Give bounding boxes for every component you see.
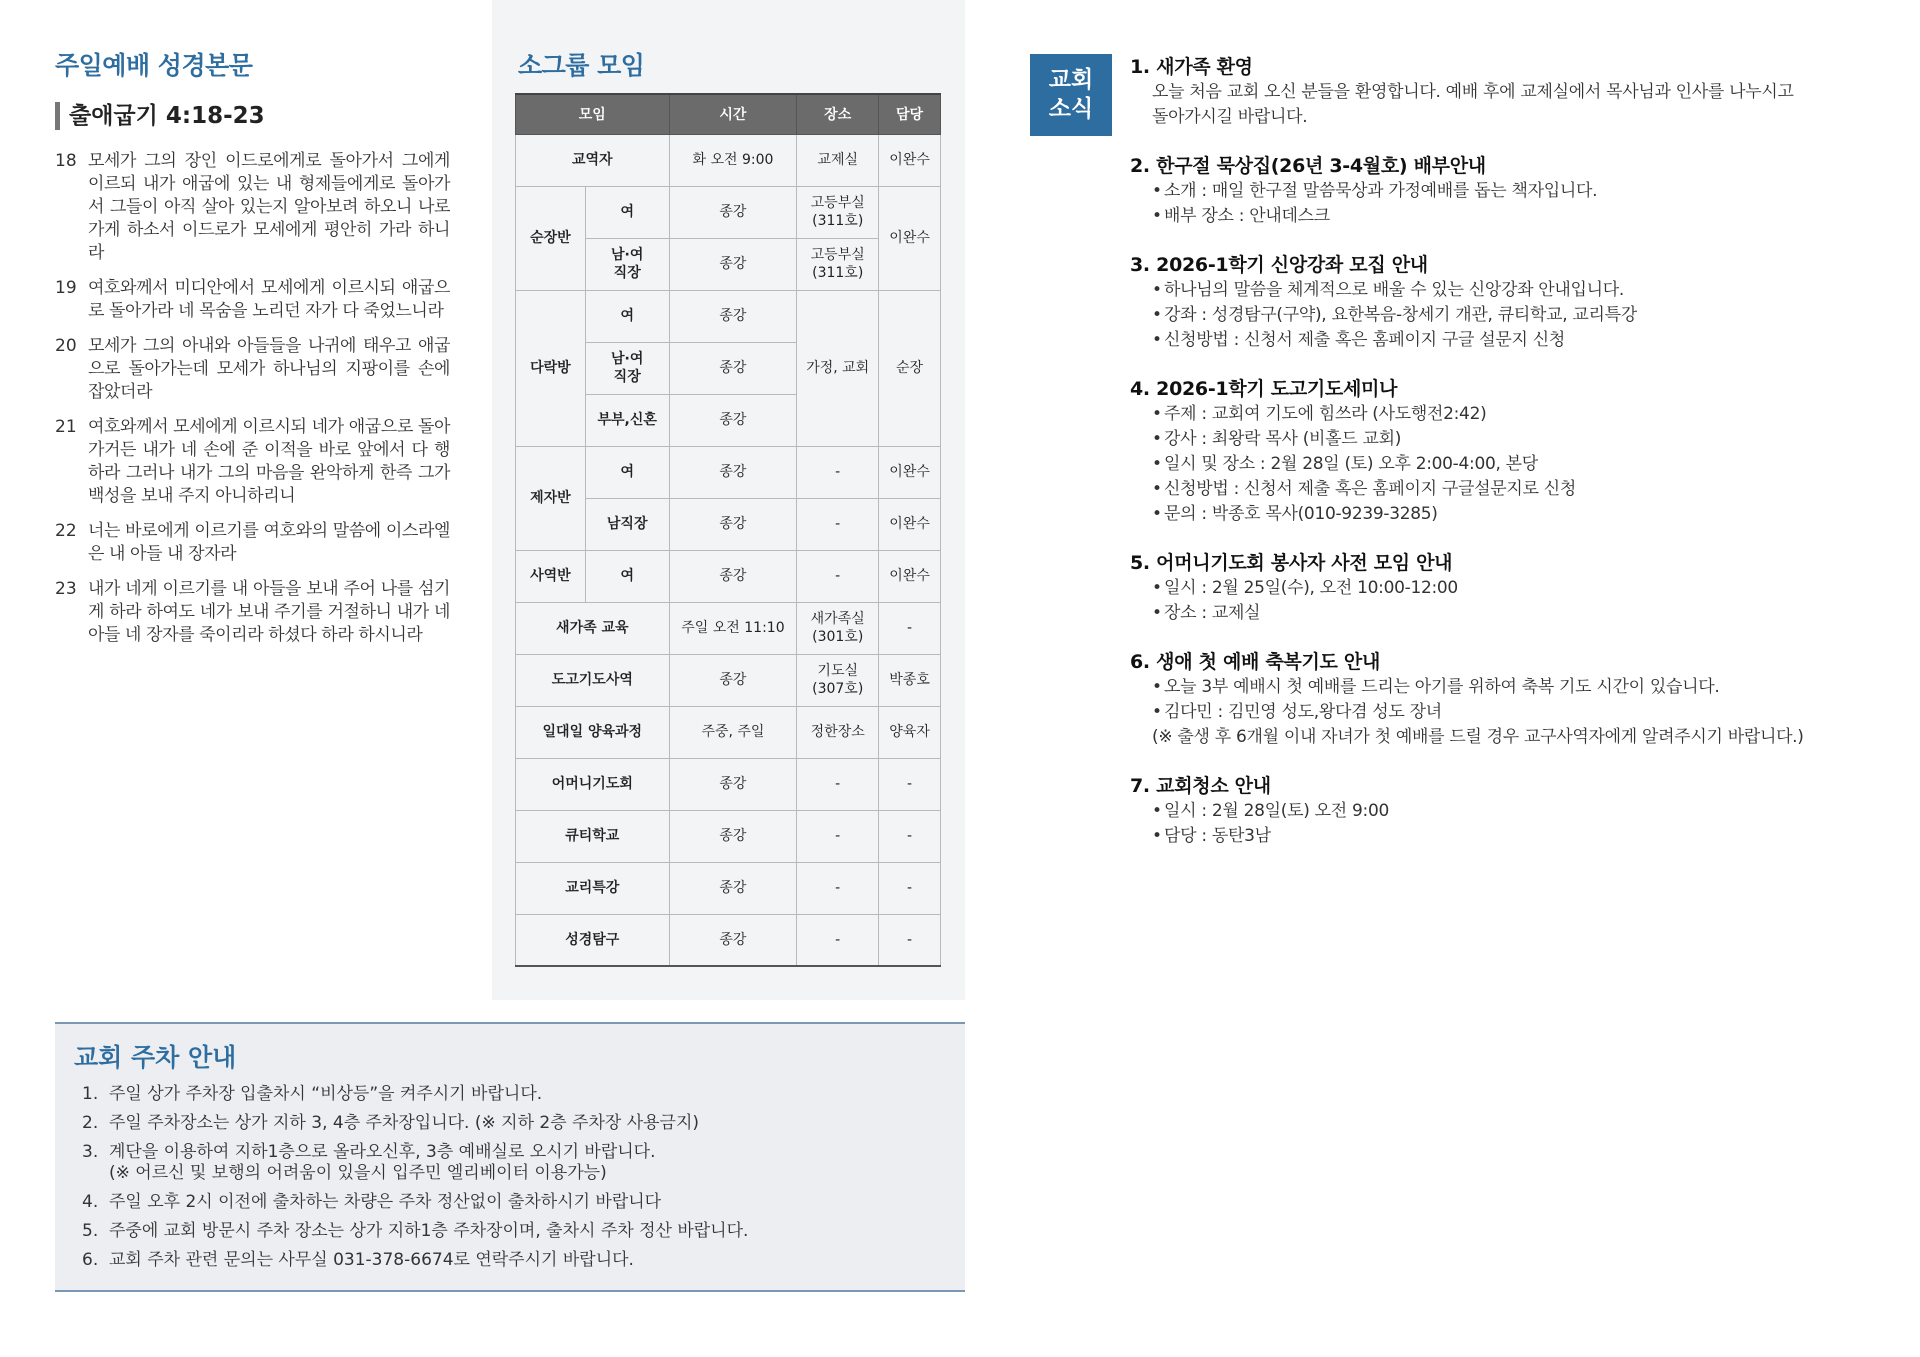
news-item-title: 4. 2026-1학기 도고기도세미나 [1130,378,1398,400]
item-text: 주일 상가 주차장 입출차시 “비상등”을 켜주시기 바랍니다. [109,1084,543,1104]
news-bullet: • 문의 : 박종호 목사(010-9239-3285) [1130,502,1890,527]
cell-meeting: 일대일 양육과정 [516,706,670,758]
header-meeting: 모임 [516,94,670,134]
table-row [516,914,941,966]
header-time: 시간 [669,94,797,134]
cell-meeting: 어머니기도회 [516,758,670,810]
cell-time: 화 오전 9:00 [669,134,797,186]
cell-place: - [797,498,879,550]
verse-number: 22 [55,521,77,541]
cell-meeting: 교역자 [516,134,670,186]
item-text: 주중에 교회 방문시 주차 장소는 상가 지하1층 주차장이며, 출차시 주차 정산 바랍니다. [109,1221,749,1241]
list-item [82,1250,748,1271]
verse-text: 너는 바로에게 이르기를 여호와의 말씀에 이스라엘은 내 아들 내 장자라 [88,521,450,564]
cell-place: 기도실 (307호) [797,654,879,706]
cell-time: 종강 [669,342,797,394]
verse-text: 여호와께서 미디안에서 모세에게 이르시되 애굽으로 돌아가라 네 목숨을 노리던 자가 다 죽었느니라 [88,278,450,321]
verse-number: 20 [55,336,77,356]
news-tag-line: 소식 [1048,96,1094,122]
cell-place: - [797,550,879,602]
cell-place: 새가족실 (301호) [797,602,879,654]
cell-time: 종강 [669,290,797,342]
scripture-reference: 출애굽기 4:18-23 [55,102,450,130]
cell-time: 종강 [669,498,797,550]
list-item [82,1113,748,1134]
cell-leader: 순장 [879,290,941,446]
cell-time: 종강 [669,550,797,602]
table-row [516,706,941,758]
item-text: 교회 주차 관련 문의는 사무실 031-378-6674로 연락주시기 바랍니다. [109,1250,634,1270]
news-tag [1030,54,1112,136]
cell-meeting: 성경탐구 [516,914,670,966]
cell-time: 종강 [669,654,797,706]
cell-leader: 양육자 [879,706,941,758]
news-item [1130,153,1890,229]
table-row [516,602,941,654]
cell-place: - [797,446,879,498]
cell-place: 정한장소 [797,706,879,758]
verse [55,150,450,265]
news-bullet: • 오늘 3부 예배시 첫 예배를 드리는 아기를 위하여 축복 기도 시간이 있습니다. [1130,675,1890,700]
news-bullet: • 주제 : 교회여 기도에 힘쓰라 (사도행전2:42) [1130,402,1890,427]
cell-leader: 이완수 [879,498,941,550]
news-item-title: 7. 교회청소 안내 [1130,775,1271,797]
cell-time: 주일 오전 11:10 [669,602,797,654]
table-row [516,186,941,238]
cell-leader: - [879,602,941,654]
item-text: 계단을 이용하여 지하1층으로 올라오신후, 3층 예배실로 오시기 바랍니다. (※ 어르신 및 보행의 어려움이 있을시 입주민 엘리베이터 이용가능) [109,1142,656,1183]
cell-sub: 부부,신혼 [585,394,669,446]
news-bullet: • 일시 및 장소 : 2월 28일 (토) 오후 2:00-4:00, 본당 [1130,452,1890,477]
cell-time: 종강 [669,238,797,290]
cell-leader: 이완수 [879,134,941,186]
news-item-title: 2. 한구절 묵상집(26년 3-4월호) 배부안내 [1130,155,1486,177]
table-row [516,550,941,602]
item-text: 주일 오후 2시 이전에 출차하는 차량은 주차 정산없이 출차하시기 바랍니다 [109,1192,662,1212]
verse [55,578,450,647]
header-place: 장소 [797,94,879,134]
verse-number: 19 [55,278,77,298]
news-bullet: • 소개 : 매일 한구절 말씀묵상과 가정예배를 돕는 책자입니다. [1130,179,1890,204]
news-item-title: 3. 2026-1학기 신앙강좌 모집 안내 [1130,254,1428,276]
cell-place: 교제실 [797,134,879,186]
cell-leader: - [879,862,941,914]
verse-number: 21 [55,417,77,437]
news-bullet: • 김다민 : 김민영 성도,왕다겸 성도 장녀 [1130,700,1890,725]
cell-time: 종강 [669,810,797,862]
verse-number: 18 [55,151,77,171]
cell-leader: 이완수 [879,186,941,290]
cell-time: 종강 [669,914,797,966]
news-bullet: • 일시 : 2월 28일(토) 오전 9:00 [1130,799,1890,824]
news-item [1130,252,1890,353]
cell-meeting: 새가족 교육 [516,602,670,654]
cell-sub: 남·여 직장 [585,342,669,394]
cell-place: - [797,810,879,862]
cell-leader: 박종호 [879,654,941,706]
news-item-text: 돌아가시길 바랍니다. [1152,107,1308,127]
header-leader: 담당 [879,94,941,134]
scripture-title: 주일예배 성경본문 [55,51,253,80]
cell-meeting: 사역반 [516,550,586,602]
cell-meeting: 도고기도사역 [516,654,670,706]
list-item [82,1142,748,1184]
verse-text: 여호와께서 모세에게 이르시되 네가 애굽으로 돌아가거든 내가 네 손에 준 이적을 바로 앞에서 다 행하라 그러나 내가 그의 마음을 완악하게 한즉 그가 백성을 보내 주지 아니하리니 [88,417,450,506]
cell-place: 고등부실 (311호) [797,238,879,290]
cell-leader: - [879,758,941,810]
list-item [82,1221,748,1242]
verse [55,277,450,323]
item-number: 1. [82,1084,99,1104]
table-row [516,862,941,914]
cell-time: 종강 [669,758,797,810]
news-tag-line: 교회 [1048,67,1094,93]
cell-sub: 여 [585,550,669,602]
news-item-note: (※ 출생 후 6개월 이내 자녀가 첫 예배를 드릴 경우 교구사역자에게 알려주시기 바랍니다.) [1152,727,1804,747]
parking-list [82,1084,748,1279]
news-item [1130,773,1890,849]
news-bullet: • 신청방법 : 신청서 제출 혹은 홈페이지 구글 설문지 신청 [1130,328,1890,353]
verse-text: 내가 네게 이르기를 내 아들을 보내 주어 나를 섬기게 하라 하여도 네가 보내 주기를 거절하니 내가 네 아들 네 장자를 죽이리라 하셨다 하라 하시니라 [88,579,450,645]
news-item [1130,550,1890,626]
verse-text: 모세가 그의 장인 이드로에게로 돌아가서 그에게 이르되 내가 애굽에 있는 내 형제들에게로 돌아가서 그들이 아직 살아 있는지 알아보려 하오니 나로 가게 하소서 이드로가 모세에게 평안히 가라 하니라 [88,151,450,263]
news-bullet: • 강사 : 최왕락 목사 (비홀드 교회) [1130,427,1890,452]
cell-sub: 여 [585,186,669,238]
cell-place: - [797,758,879,810]
cell-meeting: 큐티학교 [516,810,670,862]
news-item-text: 오늘 처음 교회 오신 분들을 환영합니다. 예배 후에 교제실에서 목사님과 인사를 나누시고 [1152,82,1794,102]
cell-place: 가정, 교회 [797,290,879,446]
cell-sub: 여 [585,446,669,498]
small-group-title: 소그룹 모임 [518,51,645,80]
small-group-table [515,93,941,967]
cell-meeting: 제자반 [516,446,586,550]
parking-section [55,1022,965,1292]
parking-title: 교회 주차 안내 [74,1043,237,1072]
scripture-section [55,46,450,659]
cell-time: 종강 [669,862,797,914]
cell-leader: - [879,914,941,966]
cell-place: - [797,862,879,914]
news-bullet: • 장소 : 교제실 [1130,601,1890,626]
news-item-title: 6. 생애 첫 예배 축복기도 안내 [1130,651,1381,673]
news-bullet: • 일시 : 2월 25일(수), 오전 10:00-12:00 [1130,576,1890,601]
list-item [82,1192,748,1213]
item-number: 4. [82,1192,99,1212]
cell-sub: 남·여 직장 [585,238,669,290]
item-number: 2. [82,1113,99,1133]
verse-number: 23 [55,579,77,599]
news-bullet: • 강좌 : 성경탐구(구약), 요한복음-창세기 개관, 큐티학교, 교리특강 [1130,303,1890,328]
cell-time: 종강 [669,394,797,446]
item-number: 3. [82,1142,99,1162]
item-number: 6. [82,1250,99,1270]
verse [55,335,450,404]
table-row [516,758,941,810]
cell-sub: 남직장 [585,498,669,550]
news-bullet: • 담당 : 동탄3남 [1130,824,1890,849]
small-group-section [492,0,965,1000]
news-bullet: • 신청방법 : 신청서 제출 혹은 홈페이지 구글설문지로 신청 [1130,477,1890,502]
cell-meeting: 순장반 [516,186,586,290]
verse-list [55,150,450,647]
table-row [516,134,941,186]
cell-leader: 이완수 [879,550,941,602]
news-item-title: 5. 어머니기도회 봉사자 사전 모임 안내 [1130,552,1453,574]
cell-leader: - [879,810,941,862]
table-header-row [516,94,941,134]
cell-meeting: 다락방 [516,290,586,446]
news-bullet: • 하나님의 말씀을 체계적으로 배울 수 있는 신앙강좌 안내입니다. [1130,278,1890,303]
news-item [1130,54,1890,130]
cell-time: 종강 [669,186,797,238]
news-section [1130,54,1890,872]
verse-text: 모세가 그의 아내와 아들들을 나귀에 태우고 애굽으로 돌아가는데 모세가 하나님의 지팡이를 손에 잡았더라 [88,336,450,402]
news-bullet: • 배부 장소 : 안내데스크 [1130,204,1890,229]
news-item [1130,649,1890,750]
news-item [1130,376,1890,527]
item-number: 5. [82,1221,99,1241]
verse [55,520,450,566]
table-row [516,810,941,862]
news-item-title: 1. 새가족 환영 [1130,56,1253,78]
cell-sub: 여 [585,290,669,342]
cell-place: - [797,914,879,966]
cell-time: 주중, 주일 [669,706,797,758]
table-row [516,290,941,342]
verse [55,416,450,508]
cell-leader: 이완수 [879,446,941,498]
cell-meeting: 교리특강 [516,862,670,914]
table-row [516,446,941,498]
list-item [82,1084,748,1105]
cell-place: 고등부실 (311호) [797,186,879,238]
table-row [516,654,941,706]
item-text: 주일 주차장소는 상가 지하 3, 4층 주차장입니다. (※ 지하 2층 주차장 사용금지) [109,1113,700,1133]
cell-time: 종강 [669,446,797,498]
